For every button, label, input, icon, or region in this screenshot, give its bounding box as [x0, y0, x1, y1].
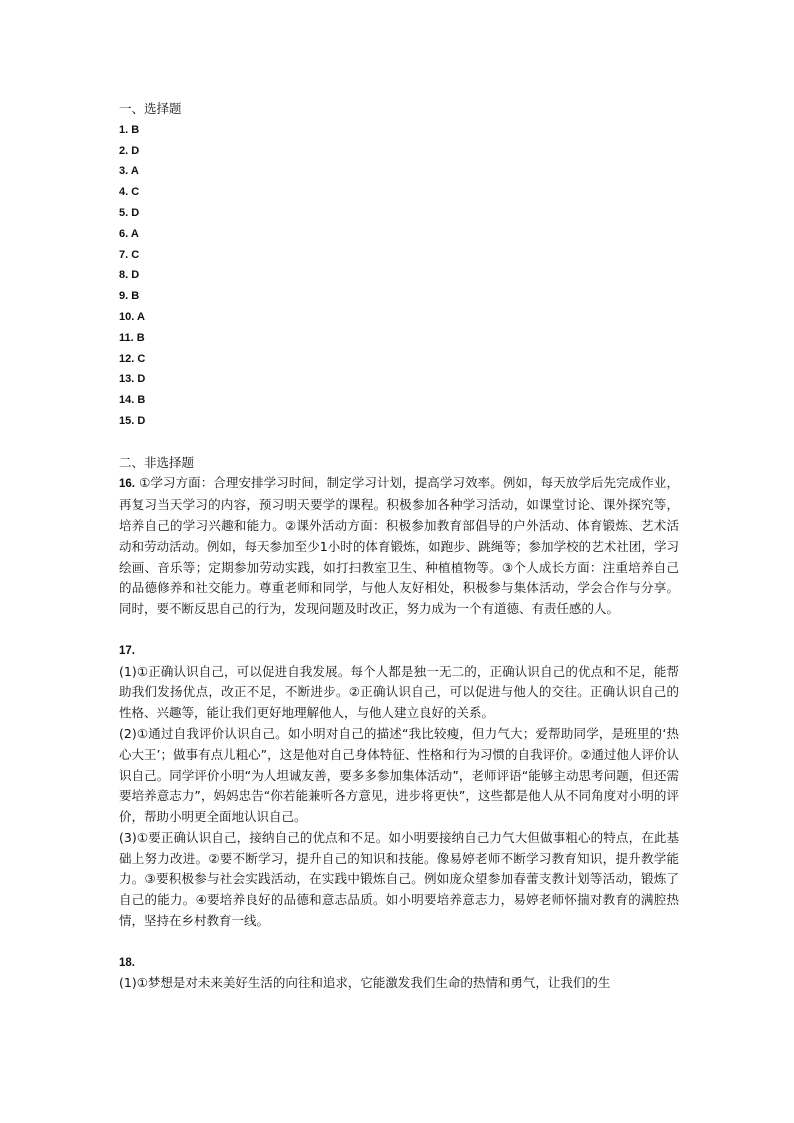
answer-item: 4. C — [119, 186, 140, 199]
question-17-number: 17. — [119, 644, 135, 657]
question-number: 16. — [119, 478, 135, 491]
answer-item: 15. D — [119, 414, 146, 427]
question-17-part-2: (2)①通过自我评价认识自己。如小明对自己的描述“我比较瘦，但力气大；爱帮助同学，是班里的‘热心大王’；做事有点儿粗心”，这是他对自己身体特征、性格和行为习惯的自我评价。②通过他人评价认识自己。同学评价小明“为人坦诚友善，要多多参加集体活动”，老师评语“能够主动思考问题，但还需要培养意志力”，妈妈忠告“你若能兼听各方意见，进步将更快”，这些都是他人从不同角度对小明的评价，帮助小明更全面地认识自己。 — [119, 725, 679, 825]
question-17-part-3: (3)①要正确认识自己，接纳自己的优点和不足。如小明要接纳自己力气大但做事粗心的特点，在此基础上努力改进。②要不断学习，提升自己的知识和技能。像易婷老师不断学习教育知识，提升教学能力。③要积极参与社会实践活动，在实践中锻炼自己。例如庞众望参加春蕾支教计划等活动，锻炼了自己的能力。④要培养良好的品德和意志品质。如小明要培养意志力，易婷老师怀揣对教育的满腔热情，坚持在乡村教育一线。 — [119, 829, 679, 929]
spacer — [119, 432, 679, 453]
answer-list — [119, 120, 679, 432]
section-title-choice: 一、选择题 — [119, 101, 182, 116]
answer-item: 6. A — [119, 227, 139, 240]
answer-item: 11. B — [119, 331, 145, 344]
answer-item: 5. D — [119, 206, 140, 219]
section-title-nonchoice: 二、非选择题 — [119, 454, 195, 470]
question-18-part-1: (1)①梦想是对未来美好生活的向往和追求，它能激发我们生命的热情和勇气，让我们的生 — [119, 975, 611, 991]
answer-item: 3. A — [119, 165, 139, 178]
question-16-text: ①学习方面：合理安排学习时间，制定学习计划，提高学习效率。例如，每天放学后先完成作业，再复习当天学习的内容，预习明天要学的课程。积极参加各种学习活动，如课堂讨论、课外探究等，培养自己的学习兴趣和能力。②课外活动方面：积极参加教育部倡导的户外活动、体育锻炼、艺术活动和劳动活动。例如，每天参加至少1小时的体育锻炼，如跑步、跳绳等；参加学校的艺术社团，学习绘画、音乐等；定期参加劳动实践，如打扫教室卫生、种植植物等。③个人成长方面：注重培养自己的品德修养和社交能力。尊重老师和同学，与他人友好相处，积极参与集体活动，学会合作与分享。同时，要不断反思自己的行为，发现问题及时改正，努力成为一个有道德、有责任感的人。 — [119, 475, 679, 617]
spacer — [119, 620, 679, 641]
answer-item: 8. D — [119, 269, 140, 282]
spacer — [119, 932, 679, 953]
answer-item: 7. C — [119, 248, 140, 261]
answer-item: 9. B — [119, 290, 140, 303]
answer-item: 12. C — [119, 352, 146, 365]
question-16-answer — [119, 473, 679, 620]
answer-item: 13. D — [119, 373, 146, 386]
answer-item: 1. B — [119, 123, 140, 136]
answer-item: 2. D — [119, 144, 140, 157]
document-content — [119, 99, 679, 994]
question-17-part-1: (1)①正确认识自己，可以促进自我发展。每个人都是独一无二的，正确认识自己的优点和不足，能帮助我们发扬优点，改正不足，不断进步。②正确认识自己，可以促进与他人的交往。正确认识自己的性格、兴趣等，能让我们更好地理解他人，与他人建立良好的关系。 — [119, 663, 679, 721]
answer-item: 14. B — [119, 394, 146, 407]
answer-item: 10. A — [119, 310, 145, 323]
question-18-number: 18. — [119, 956, 135, 969]
